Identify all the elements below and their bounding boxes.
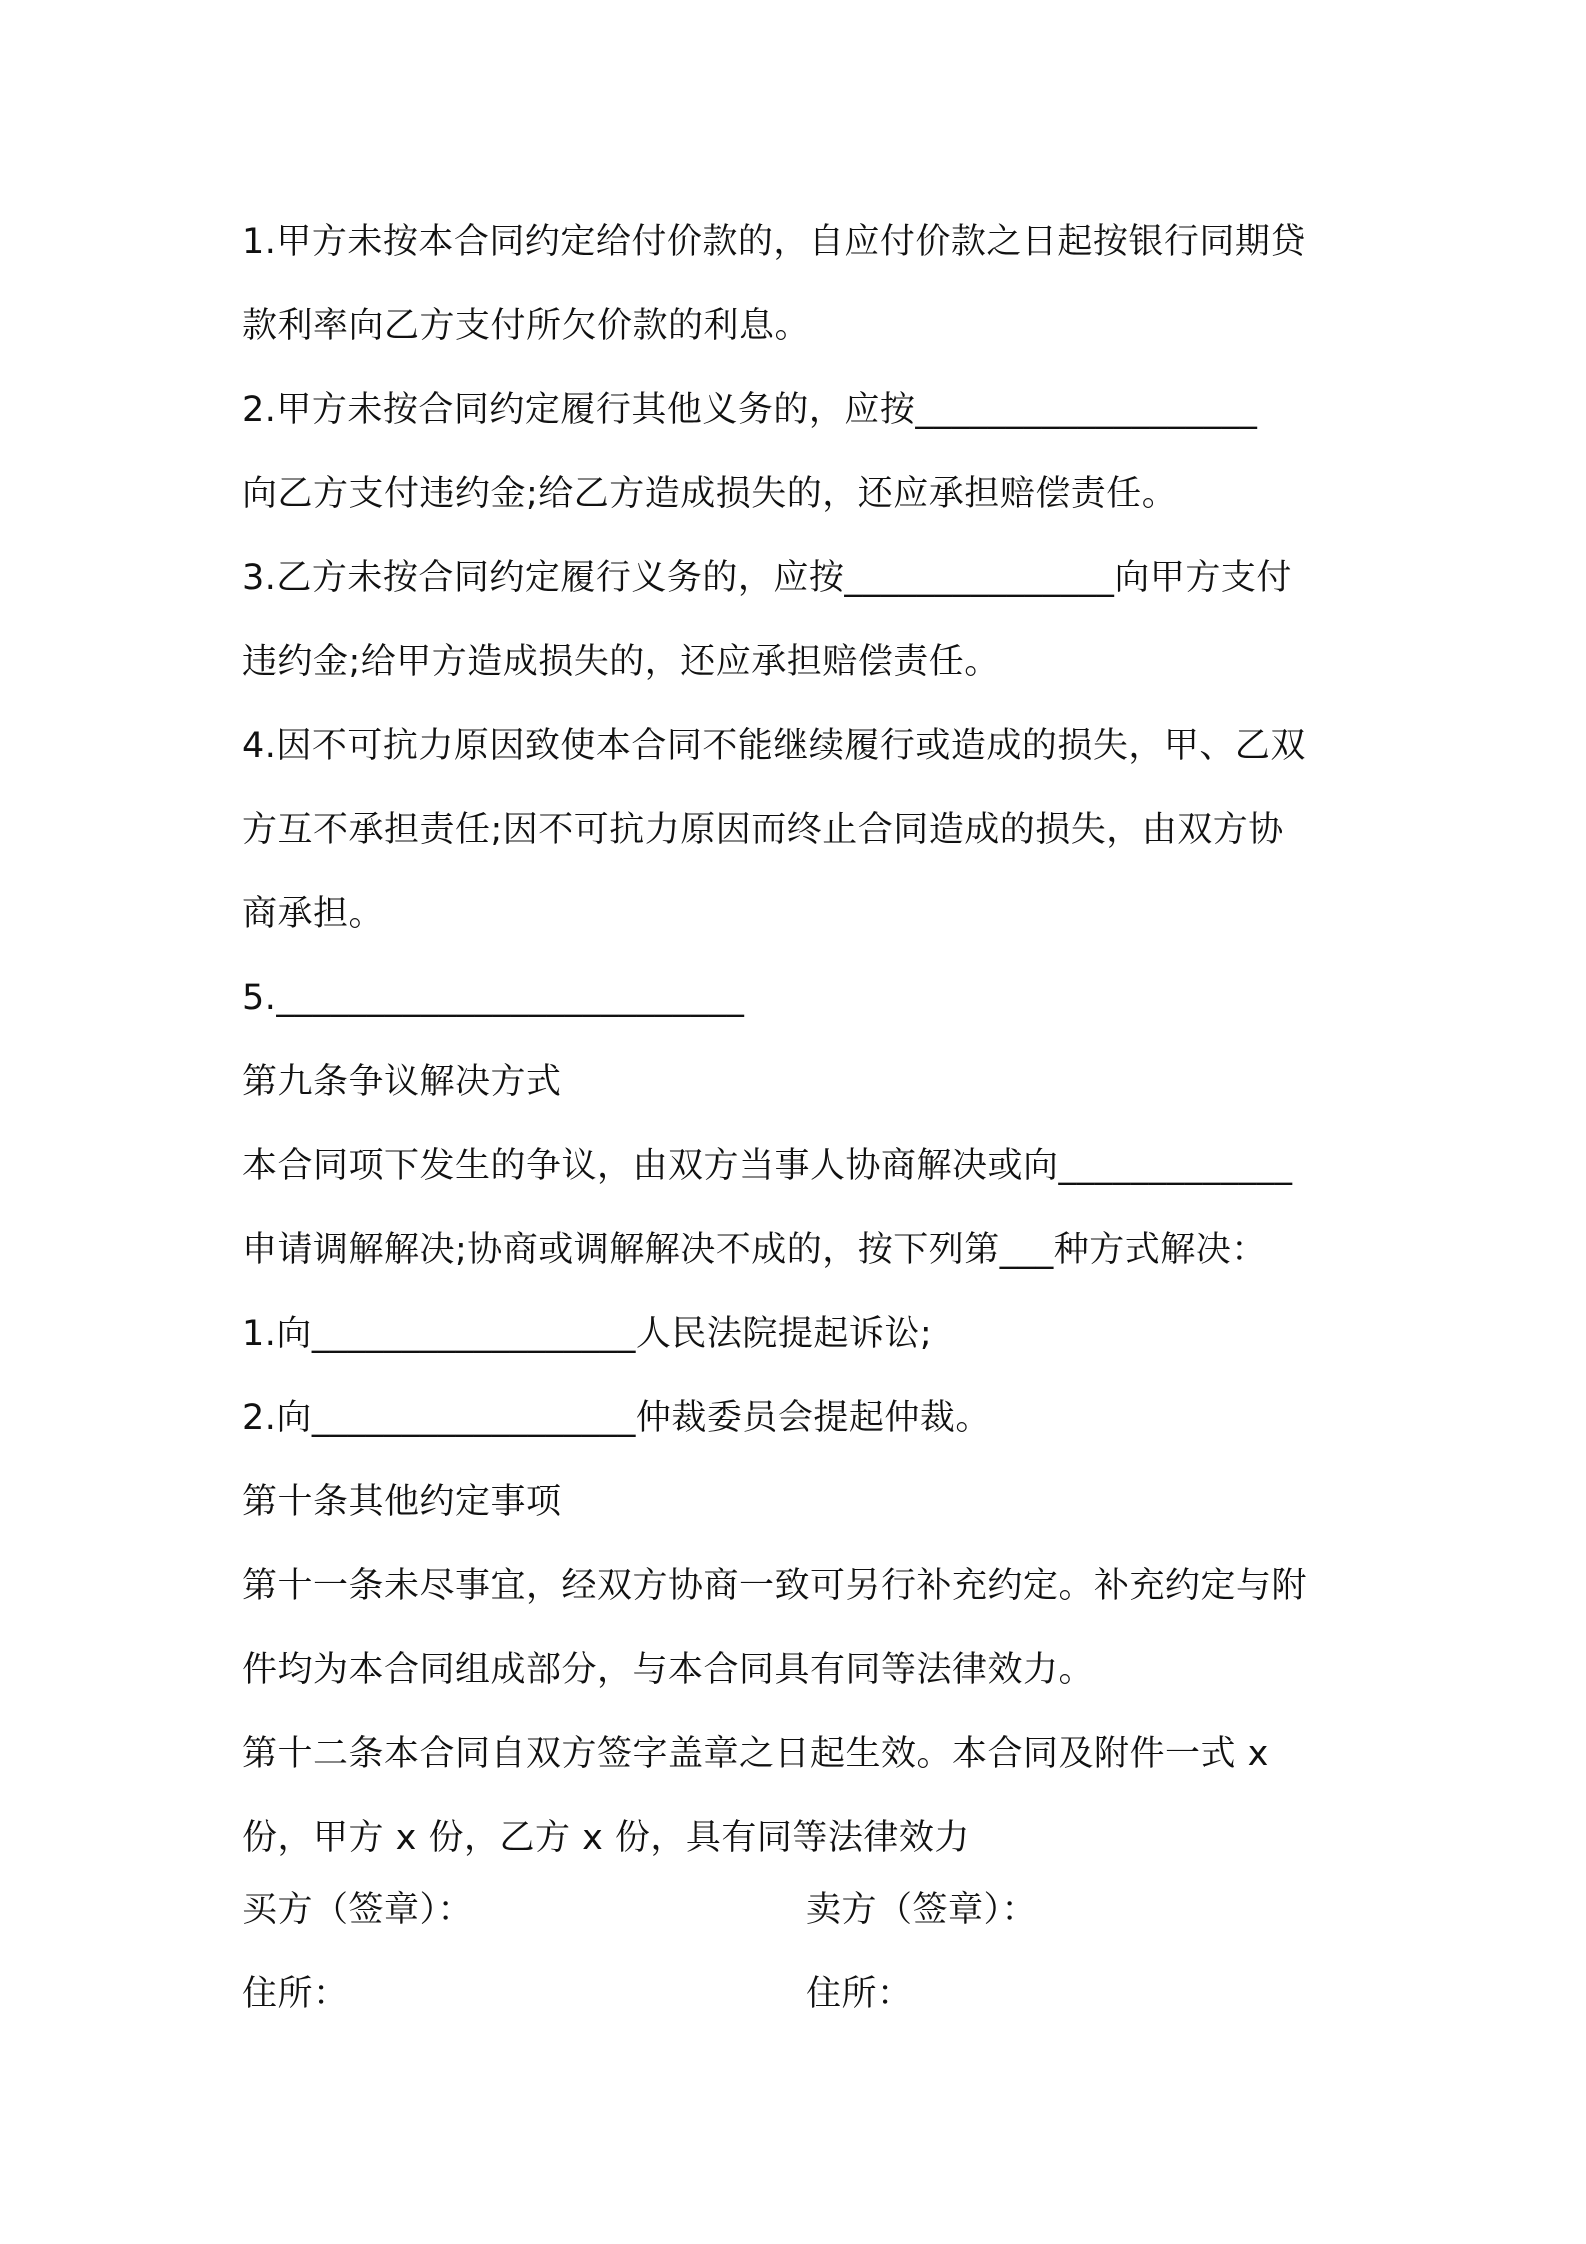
contract-body: [242, 200, 1362, 1880]
article-9-heading: 第九条争议解决方式: [242, 1062, 562, 1102]
clause-8-4-line-2: 方互不承担责任;因不可抗力原因而终止合同造成的损失，由双方协: [242, 810, 1284, 850]
article-11-line-1: 第十一条未尽事宜，经双方协商一致可另行补充约定。补充约定与附: [242, 1566, 1308, 1606]
article-9-option-1: 1.向__________________人民法院提起诉讼;: [242, 1314, 933, 1354]
buyer-address-label: 住所：: [242, 1974, 349, 2014]
article-9-option-2: 2.向__________________仲裁委员会提起仲裁。: [242, 1398, 991, 1438]
seller-signature-label: 卖方（签章）：: [806, 1890, 1038, 1930]
clause-8-4-line-1: 4.因不可抗力原因致使本合同不能继续履行或造成的损失，甲、乙双: [242, 726, 1306, 766]
article-9-line-2: 申请调解解决;协商或调解解决不成的，按下列第___种方式解决：: [242, 1230, 1267, 1270]
article-12-line-2: 份，甲方 x 份，乙方 x 份，具有同等法律效力: [242, 1818, 970, 1858]
clause-8-3-line-1: 3.乙方未按合同约定履行义务的，应按_______________向甲方支付: [242, 558, 1292, 598]
seller-address-label: 住所：: [806, 1974, 913, 2014]
article-10-heading: 第十条其他约定事项: [242, 1482, 562, 1522]
article-11-line-2: 件均为本合同组成部分，与本合同具有同等法律效力。: [242, 1650, 1095, 1690]
clause-8-2-line-1: 2.甲方未按合同约定履行其他义务的，应按___________________: [242, 390, 1258, 430]
clause-8-1-line-2: 款利率向乙方支付所欠价款的利息。: [242, 306, 811, 346]
clause-8-1-line-1: 1.甲方未按本合同约定给付价款的，自应付价款之日起按银行同期贷: [242, 222, 1306, 262]
clause-8-5: 5.__________________________: [242, 978, 745, 1018]
clause-8-2-line-2: 向乙方支付违约金;给乙方造成损失的，还应承担赔偿责任。: [242, 474, 1178, 514]
article-12-line-1: 第十二条本合同自双方签字盖章之日起生效。本合同及附件一式 x: [242, 1734, 1269, 1774]
clause-8-4-line-3: 商承担。: [242, 894, 385, 934]
article-9-line-1: 本合同项下发生的争议，由双方当事人协商解决或向_____________: [242, 1146, 1293, 1186]
clause-8-3-line-2: 违约金;给甲方造成损失的，还应承担赔偿责任。: [242, 642, 1000, 682]
buyer-signature-label: 买方（签章）：: [242, 1890, 474, 1930]
